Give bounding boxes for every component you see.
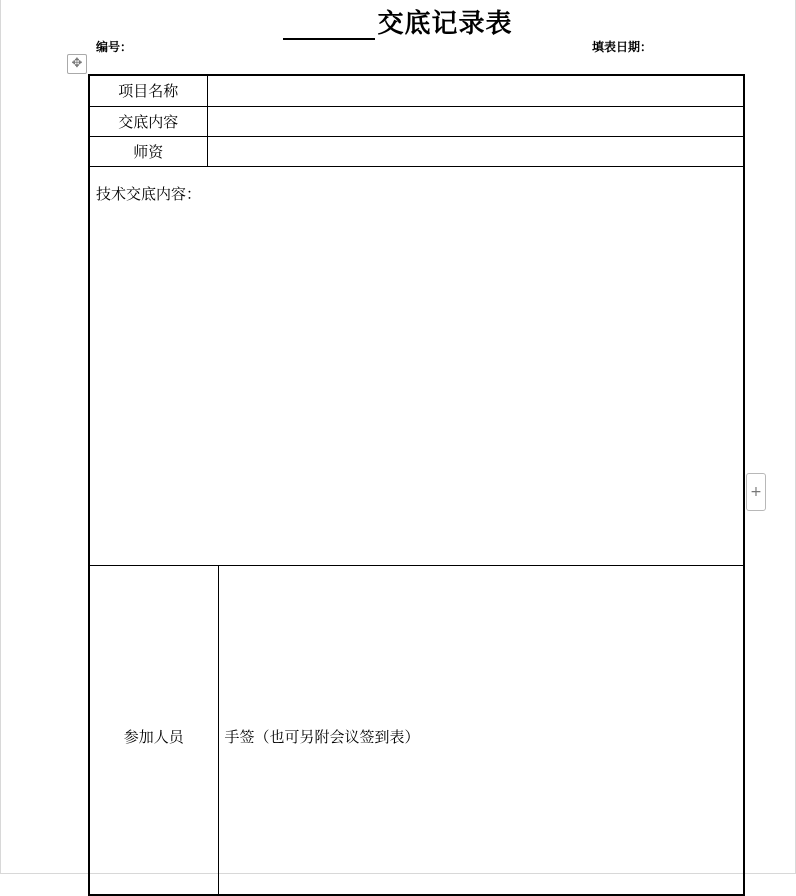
- teacher-value[interactable]: [207, 136, 744, 166]
- title-blank-line[interactable]: [283, 12, 375, 40]
- tech-content-label: 技术交底内容：: [96, 184, 202, 203]
- participants-label: 参加人员: [89, 565, 218, 895]
- disclosure-content-value[interactable]: [207, 106, 744, 136]
- project-name-value[interactable]: [207, 75, 744, 106]
- date-label: 填表日期：: [592, 40, 653, 54]
- tech-content-row: [89, 166, 744, 565]
- move-icon[interactable]: ✥: [67, 54, 87, 74]
- project-name-row: [89, 75, 744, 106]
- teacher-row: [89, 136, 744, 166]
- number-label: 编号：: [96, 40, 133, 54]
- disclosure-form-table: [88, 74, 745, 896]
- signature-hint: 手签（也可另附会议签到表）: [224, 728, 420, 747]
- project-name-label: 项目名称: [89, 75, 207, 106]
- document-title: [0, 3, 796, 40]
- participants-row: [89, 565, 744, 895]
- plus-icon[interactable]: +: [746, 473, 766, 511]
- signature-cell[interactable]: [218, 565, 744, 895]
- teacher-label: 师资: [89, 136, 207, 166]
- title-text: 交底记录表: [377, 9, 513, 39]
- disclosure-content-row: [89, 106, 744, 136]
- disclosure-content-label: 交底内容: [89, 106, 207, 136]
- tech-content-cell[interactable]: [89, 166, 744, 565]
